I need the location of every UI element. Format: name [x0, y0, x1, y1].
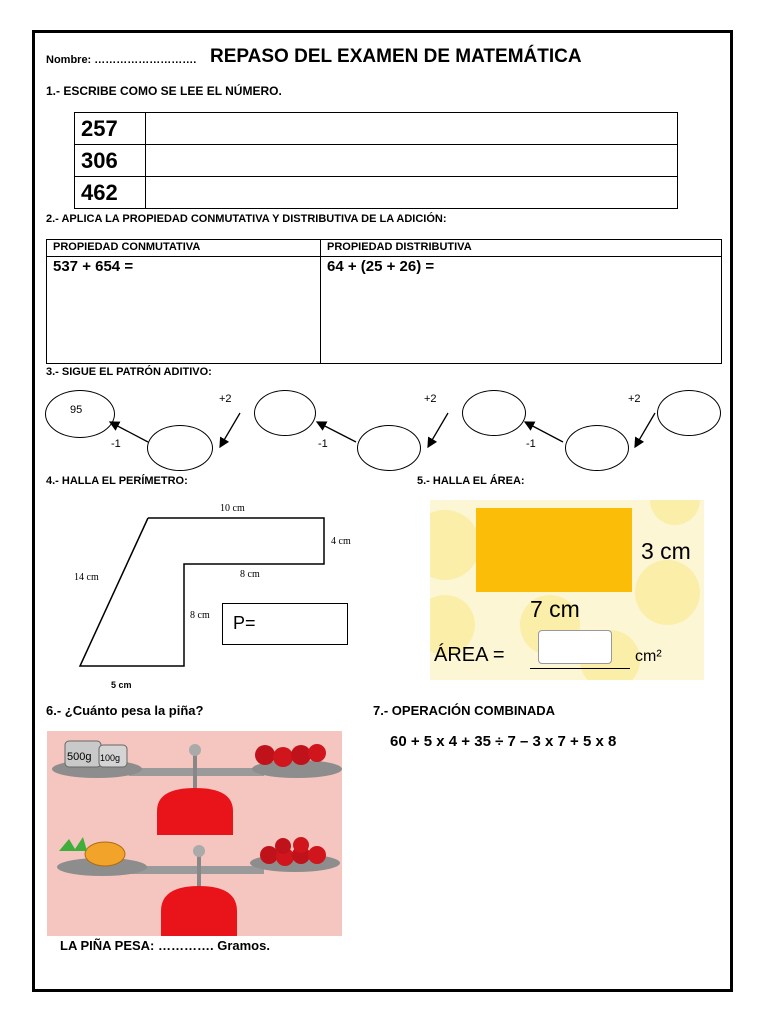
q2-title: 2.- APLICA LA PROPIEDAD CONMUTATIVA Y DISTRIBUTIVA DE LA ADICIÓN: [46, 213, 447, 225]
q7-title: 7.- OPERACIÓN COMBINADA [373, 703, 556, 718]
minus-label: -1 [111, 438, 121, 450]
area-width: 7 cm [530, 596, 580, 622]
q1-number: 306 [75, 145, 146, 177]
q6-title: 6.- ¿Cuánto pesa la piña? [46, 703, 204, 718]
label-diagonal: 14 cm [74, 572, 99, 583]
pattern-circle[interactable] [147, 425, 213, 471]
q2-col2-expr[interactable]: 64 + (25 + 26) = [321, 257, 722, 364]
area-label: ÁREA = [434, 644, 505, 666]
q2-col1-header: PROPIEDAD CONMUTATIVA [47, 240, 321, 257]
area-answer-box[interactable] [538, 630, 612, 664]
plus-label: +2 [219, 393, 232, 405]
pattern-circle[interactable] [565, 425, 629, 471]
label-right: 4 cm [331, 536, 351, 547]
pattern-circle[interactable] [657, 390, 721, 436]
q2-table [46, 239, 722, 364]
area-image [430, 500, 704, 680]
q1-number: 257 [75, 113, 146, 145]
q7-expression: 60 + 5 x 4 + 35 ÷ 7 – 3 x 7 + 5 x 8 [390, 733, 617, 750]
minus-label: -1 [318, 438, 328, 450]
q2-col2-header: PROPIEDAD DISTRIBUTIVA [321, 240, 722, 257]
area-rectangle [476, 508, 632, 592]
q1-answer-cell[interactable] [146, 177, 678, 209]
pattern-start-value: 95 [70, 404, 83, 416]
table-row [75, 113, 678, 145]
pattern-circle[interactable] [462, 390, 526, 436]
q1-answer-cell[interactable] [146, 113, 678, 145]
plus-label: +2 [628, 393, 641, 405]
q1-number: 462 [75, 177, 146, 209]
q3-title: 3.- SIGUE EL PATRÓN ADITIVO: [46, 366, 212, 378]
pattern-circle[interactable] [254, 390, 316, 436]
scale-drawing [47, 731, 342, 936]
label-middle: 8 cm [240, 569, 260, 580]
perimeter-label: P= [233, 613, 256, 633]
minus-label: -1 [526, 438, 536, 450]
pattern-circle[interactable] [45, 390, 115, 438]
label-inner: 8 cm [190, 610, 210, 621]
weight2-label: 100g [100, 753, 121, 763]
area-height: 3 cm [641, 538, 691, 564]
page-title: REPASO DEL EXAMEN DE MATEMÁTICA [210, 46, 582, 67]
perimeter-figure [60, 500, 380, 675]
weight1-label: 500g [67, 751, 92, 763]
perimeter-answer-box[interactable] [222, 603, 348, 645]
q4-title: 4.- HALLA EL PERÍMETRO: [46, 475, 188, 487]
plus-label: +2 [424, 393, 437, 405]
area-unit: cm² [635, 648, 662, 665]
q1-answer-cell[interactable] [146, 145, 678, 177]
q1-title: 1.- ESCRIBE COMO SE LEE EL NÚMERO. [46, 84, 282, 98]
name-label: Nombre: ………………………. [46, 54, 197, 66]
table-row [75, 145, 678, 177]
scale-image [47, 731, 342, 936]
q2-col1-expr[interactable]: 537 + 654 = [47, 257, 321, 364]
pattern-circle[interactable] [357, 425, 421, 471]
q6-answer: LA PIÑA PESA: …………. Gramos. [60, 938, 270, 953]
table-row [75, 177, 678, 209]
label-bottom: 5 cm [111, 680, 132, 690]
q1-table [74, 112, 678, 209]
q5-title: 5.- HALLA EL ÁREA: [417, 475, 525, 487]
label-top: 10 cm [220, 503, 245, 514]
